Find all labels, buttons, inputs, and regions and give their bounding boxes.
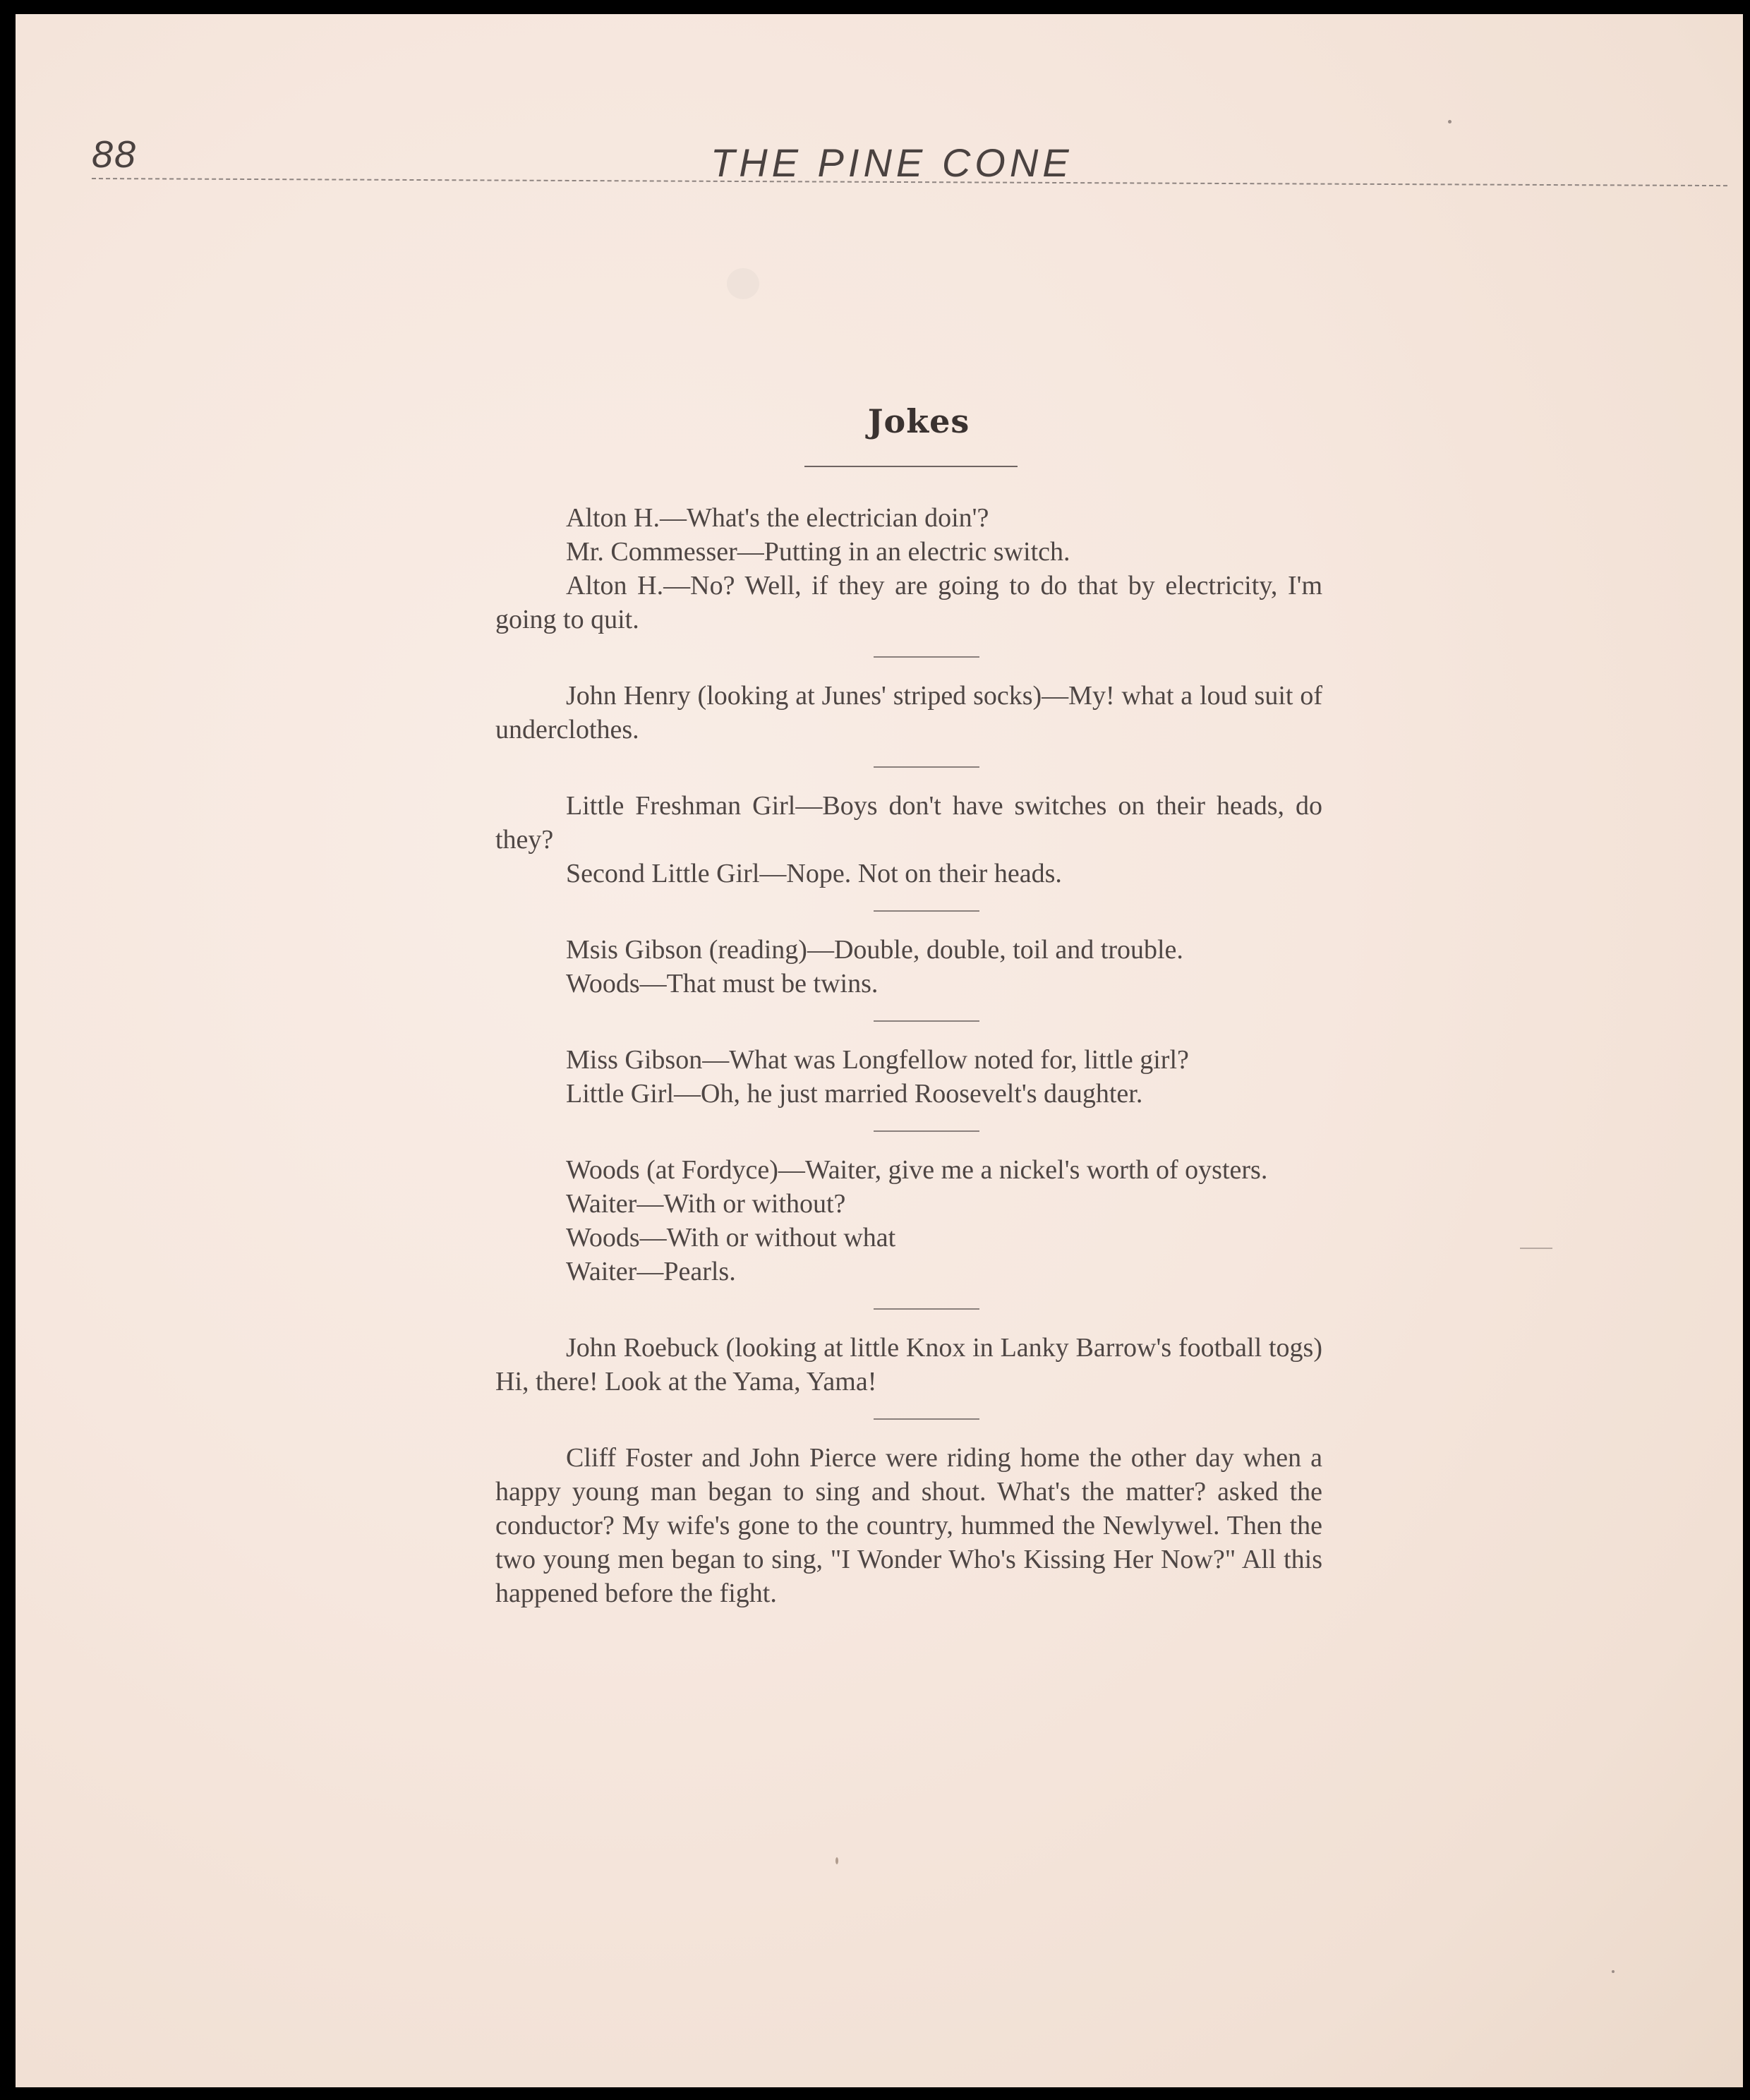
- paper-speck: [1612, 1970, 1615, 1973]
- joke-divider: [874, 910, 979, 912]
- page-number: 88: [92, 133, 138, 176]
- joke-item: [495, 501, 1322, 636]
- joke-line: John Roebuck (looking at little Knox in Lanky Barrow's football togs) Hi, there! Look at the Yama, Yama!: [495, 1333, 1322, 1396]
- joke-line: Waiter—Pearls.: [566, 1257, 736, 1286]
- joke-line: Woods—With or without what: [566, 1223, 896, 1253]
- joke-line: Cliff Foster and John Pierce were riding home the other day when a happy young man began to sing and shout. What's the matter? asked the conductor? My wife's gone to the country, hummed the Newlywel. Then the two young men began to sing, "I Wonder Who's Kissing Her Now?" All this happened before the fight.: [495, 1443, 1322, 1608]
- joke-line: Waiter—With or without?: [566, 1189, 846, 1219]
- jokes-list: [495, 501, 1322, 1610]
- joke-item: [495, 1331, 1322, 1399]
- paper-speck: [835, 1857, 838, 1864]
- paper-speck: [1520, 1248, 1552, 1249]
- joke-item: [495, 679, 1322, 747]
- joke-line: Woods—That must be twins.: [566, 969, 879, 998]
- title-rule: [804, 466, 1018, 467]
- joke-item: [495, 1441, 1322, 1610]
- running-title: THE PINE CONE: [711, 140, 1073, 185]
- joke-line: John Henry (looking at Junes' striped socks)—My! what a loud suit of underclothes.: [495, 681, 1322, 744]
- joke-item: [495, 1043, 1322, 1111]
- joke-line: Mr. Commesser—Putting in an electric switch.: [566, 537, 1070, 567]
- joke-item: [495, 789, 1322, 891]
- joke-line: Alton H.—No? Well, if they are going to do that by electricity, I'm going to quit.: [495, 571, 1322, 634]
- joke-divider: [874, 766, 979, 768]
- joke-divider: [874, 1308, 979, 1310]
- joke-line: Msis Gibson (reading)—Double, double, toil and trouble.: [566, 935, 1183, 965]
- paper-speck: [727, 268, 759, 299]
- joke-item: [495, 1153, 1322, 1289]
- joke-line: Alton H.—What's the electrician doin'?: [566, 503, 989, 533]
- joke-line: Little Freshman Girl—Boys don't have switches on their heads, do they?: [495, 791, 1322, 855]
- paper-speck: [1448, 120, 1452, 123]
- joke-line: Woods (at Fordyce)—Waiter, give me a nickel's worth of oysters.: [566, 1155, 1268, 1185]
- section-title: Jokes: [867, 402, 970, 440]
- joke-divider: [874, 656, 979, 658]
- joke-line: Second Little Girl—Nope. Not on their heads.: [566, 859, 1062, 888]
- joke-line: Little Girl—Oh, he just married Roosevelt's daughter.: [566, 1079, 1143, 1109]
- joke-divider: [874, 1130, 979, 1132]
- document-page: [16, 14, 1743, 2087]
- joke-divider: [874, 1020, 979, 1022]
- joke-divider: [874, 1418, 979, 1420]
- joke-line: Miss Gibson—What was Longfellow noted for, little girl?: [566, 1045, 1189, 1075]
- joke-item: [495, 933, 1322, 1001]
